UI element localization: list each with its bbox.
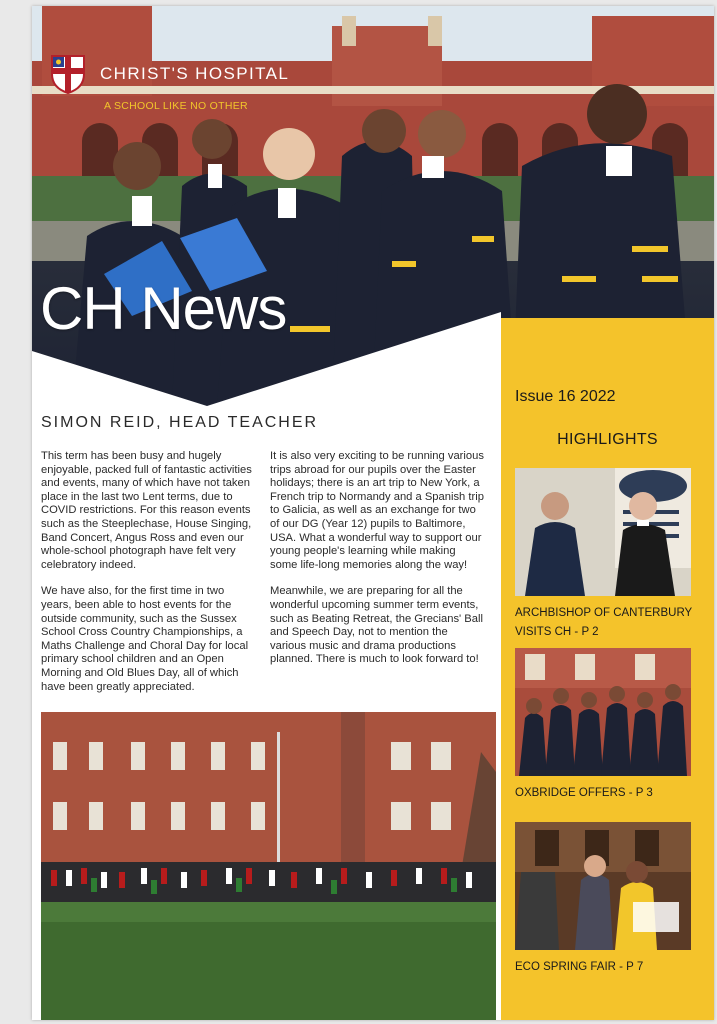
- cross-country-photo: [41, 712, 496, 1020]
- highlight-caption-1[interactable]: ARCHBISHOP OF CANTERBURY VISITS CH - P 2: [515, 607, 693, 638]
- eco-fair-photo[interactable]: [515, 822, 691, 950]
- oxbridge-photo[interactable]: [515, 648, 691, 776]
- school-name: CHRIST'S HOSPITAL: [100, 64, 290, 83]
- article-paragraph: Meanwhile, we are preparing for all the wonderful upcoming summer term events, such as Beating Retreat, the Grecians' Ball and Speech Day, not to mention the various music and drama productions planned. There is much to look forward to!: [270, 585, 483, 666]
- article-paragraph: It is also very exciting to be running various trips abroad for our pupils over the Easter holidays; there is an art trip to New York, a French trip to Normandy and a Spanish trip to Galicia, as well as an exchange for two of our DG (Year 12) pupils to Baltimore, USA. What a wonderful way to support our young people's learning while making some life-long memories along the way!: [270, 450, 484, 571]
- article-column-2: [270, 450, 485, 680]
- article-headline: SIMON REID, HEAD TEACHER: [41, 414, 319, 431]
- highlights-sidebar: [501, 318, 714, 1020]
- issue-number: Issue 16 2022: [515, 388, 616, 405]
- highlight-caption-2[interactable]: OXBRIDGE OFFERS - P 3: [515, 787, 653, 799]
- school-tagline: A SCHOOL LIKE NO OTHER: [104, 100, 248, 112]
- highlight-caption-3[interactable]: ECO SPRING FAIR - P 7: [515, 961, 644, 973]
- newsletter-page: [32, 6, 714, 1020]
- newsletter-title: CH News: [40, 275, 287, 342]
- archbishop-photo[interactable]: [515, 468, 691, 596]
- article-column-1: [41, 450, 256, 707]
- article-paragraph: This term has been busy and hugely enjoyable, packed full of fantastic activities and events, many of which have not taken place in the last two Lent terms, due to COVID restrictions. For this reason events such as the Steeplechase, House Singing, Band Concert, Angus Ross and even our whole-school photograph have felt very celebratory indeed.: [41, 450, 252, 571]
- article-paragraph: We have also, for the first time in two years, been able to host events for the outside community, such as the Sussex School Cross Country Championships, a Maths Challenge and Choral Day for local primary school children and an Open Morning and Old Blues Day, all of which have been greatly appreciated.: [41, 585, 249, 693]
- highlights-heading: HIGHLIGHTS: [557, 431, 658, 448]
